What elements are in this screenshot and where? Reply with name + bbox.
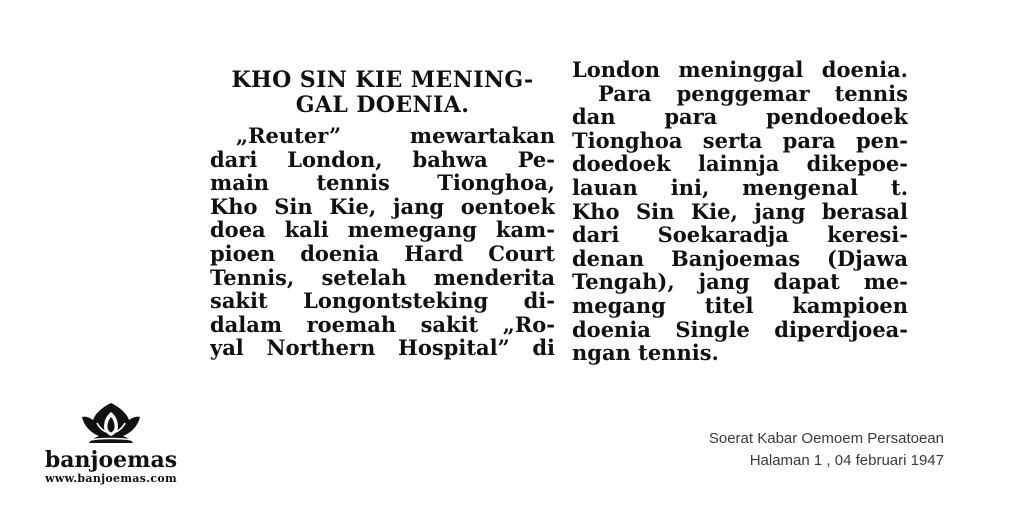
logo-wordmark: banjoemas [44, 447, 178, 473]
text-line: pioen doenia Hard Court [210, 240, 555, 266]
text-line: megang titel kampioen [572, 292, 908, 318]
text-line: Kho Sin Kie, jang berasal [572, 198, 908, 224]
text-line: yal Northern Hospital” di [210, 335, 555, 361]
text-line: dari London, bahwa Pe- [210, 146, 555, 172]
right-column-text [572, 58, 908, 365]
text-line: dalam roemah sakit „Ro- [210, 311, 555, 337]
text-line: Tennis, setelah menderita [210, 264, 555, 290]
text-line: Tionghoa serta para pen- [572, 127, 908, 153]
publication-name: Soerat Kabar Oemoem Persatoean [708, 430, 944, 447]
headline-line-2: GAL DOENIA. [295, 92, 470, 118]
text-line: doea kali memegang kam- [210, 217, 555, 243]
text-line: sakit Longontsteking di- [210, 288, 555, 314]
text-line: lauan ini, mengenal t. [572, 174, 908, 200]
text-line: London meninggal doenia. [572, 58, 908, 82]
text-line: doedoek lainnja dikepoe- [572, 151, 908, 177]
text-line: Para penggemar tennis [598, 80, 908, 106]
text-line: ngan tennis. [572, 340, 719, 366]
text-line: dan para pendoedoek [572, 104, 908, 130]
headline-line-1: KHO SIN KIE MENING- [231, 67, 534, 93]
text-line: Kho Sin Kie, jang oentoek [210, 193, 555, 219]
source-caption [709, 428, 944, 472]
newspaper-clipping-left-column [210, 58, 555, 414]
page-and-date: Halaman 1 , 04 februari 1947 [749, 452, 944, 469]
text-line: Tengah), jang dapat me- [572, 269, 908, 295]
text-line: main tennis Tionghoa, [210, 170, 555, 196]
newspaper-clipping-right-column [572, 58, 908, 414]
left-column-text [210, 124, 555, 360]
article-headline [210, 68, 555, 118]
banjoemas-logo[interactable] [36, 400, 186, 485]
text-line: „Reuter” mewartakan [236, 123, 555, 148]
text-line: dari Soekaradja keresi- [572, 222, 908, 248]
text-line: doenia Single diperdjoea- [572, 316, 908, 342]
logo-url[interactable]: www.banjoemas.com [45, 472, 177, 485]
lotus-emblem-icon [79, 400, 143, 446]
text-line: denan Banjoemas (Djawa [572, 245, 908, 271]
